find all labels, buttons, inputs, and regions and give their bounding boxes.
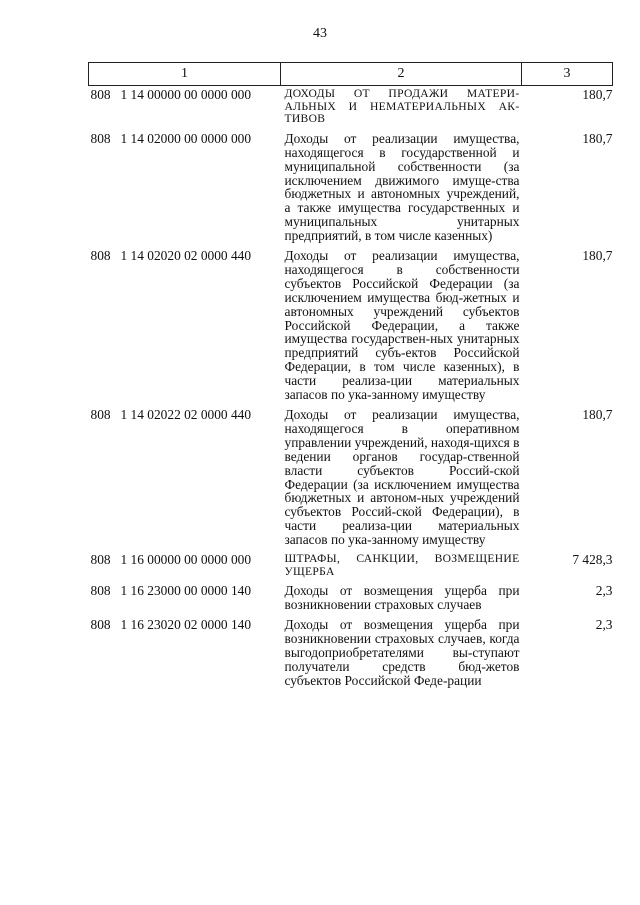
amount: 7 428,3 [572, 552, 613, 568]
budget-classification-code: 1 14 02022 02 0000 440 [120, 407, 252, 422]
code-cell [89, 132, 281, 249]
budget-classification-code: 1 14 00000 00 0000 000 [120, 87, 252, 102]
amount: 180,7 [582, 248, 613, 264]
admin-code: 808 [90, 407, 111, 422]
admin-code: 808 [90, 583, 111, 599]
code-cell [89, 553, 281, 584]
header-col-3: 3 [522, 63, 613, 86]
budget-classification-code: 1 16 00000 00 0000 000 [120, 552, 252, 568]
table-row [89, 618, 613, 694]
table-row [89, 584, 613, 618]
revenue-name: Доходы от реализации имущества, находящегося в собственности субъектов Российской Федерации (за исключением имущества бюд-жетных и автономных учреждений субъектов Российской Федерации, а также имущества государствен-ных унитарных предприятий субъ-ектов Российской Федерации, в том числе казенных), в части реализа-ции материальных запасов по ука-занному имуществу [284, 248, 520, 403]
table-row [89, 132, 613, 249]
revenue-table [88, 62, 613, 694]
admin-code: 808 [90, 552, 111, 568]
table-row [89, 553, 613, 584]
amount: 180,7 [582, 407, 613, 422]
amount: 180,7 [582, 130, 613, 146]
revenue-name: Доходы от возмещения ущерба при возникновении страховых случаев [284, 583, 520, 613]
code-cell [89, 249, 281, 408]
admin-code: 808 [90, 617, 111, 633]
amount: 2,3 [595, 583, 613, 599]
budget-classification-code: 1 16 23020 02 0000 140 [120, 617, 252, 633]
table-header-row [89, 63, 613, 86]
revenue-name: ШТРАФЫ, САНКЦИИ, ВОЗМЕЩЕНИЕ УЩЕРБА [284, 552, 520, 578]
amount: 180,7 [582, 87, 613, 102]
amount: 2,3 [595, 617, 613, 633]
admin-code: 808 [90, 130, 111, 146]
admin-code: 808 [90, 87, 111, 102]
admin-code: 808 [90, 248, 111, 264]
header-col-2: 2 [281, 63, 522, 86]
budget-classification-code: 1 14 02000 00 0000 000 [120, 130, 252, 146]
table-row [89, 408, 613, 553]
header-col-1: 1 [89, 63, 281, 86]
budget-classification-code: 1 14 02020 02 0000 440 [120, 248, 252, 264]
page-number: 43 [313, 26, 327, 41]
revenue-name: Доходы от реализации имущества, находящегося в государственной и муниципальной собственности (за исключением движимого имуще-ства бюджетных и автономных учреждений, а также имущества государственных и муниципальных унитарных предприятий, в том числе казенных) [284, 130, 520, 244]
revenue-name: ДОХОДЫ ОТ ПРОДАЖИ МАТЕРИ-АЛЬНЫХ И НЕМАТЕРИАЛЬНЫХ АК-ТИВОВ [284, 87, 520, 126]
code-cell [89, 618, 281, 694]
table-row [89, 249, 613, 408]
code-cell [89, 408, 281, 553]
table-row [89, 86, 613, 132]
code-cell [89, 584, 281, 618]
revenue-name: Доходы от возмещения ущерба при возникновении страховых случаев, когда выгодоприобретателями вы-ступают получатели средств бюд-жетов субъектов Российской Феде-рации [284, 617, 520, 688]
code-cell [89, 86, 281, 132]
revenue-name: Доходы от реализации имущества, находящегося в оперативном управлении учреждений, находя-щихся в ведении органов государ-ственной власти субъектов Россий-ской Федерации (за исключением имущества бюджетных и автоном-ных учреждений субъектов Россий-ской Федерации), в части реализа-ции материальных запасов по ука-занному имуществу [284, 407, 520, 548]
budget-classification-code: 1 16 23000 00 0000 140 [120, 583, 252, 599]
